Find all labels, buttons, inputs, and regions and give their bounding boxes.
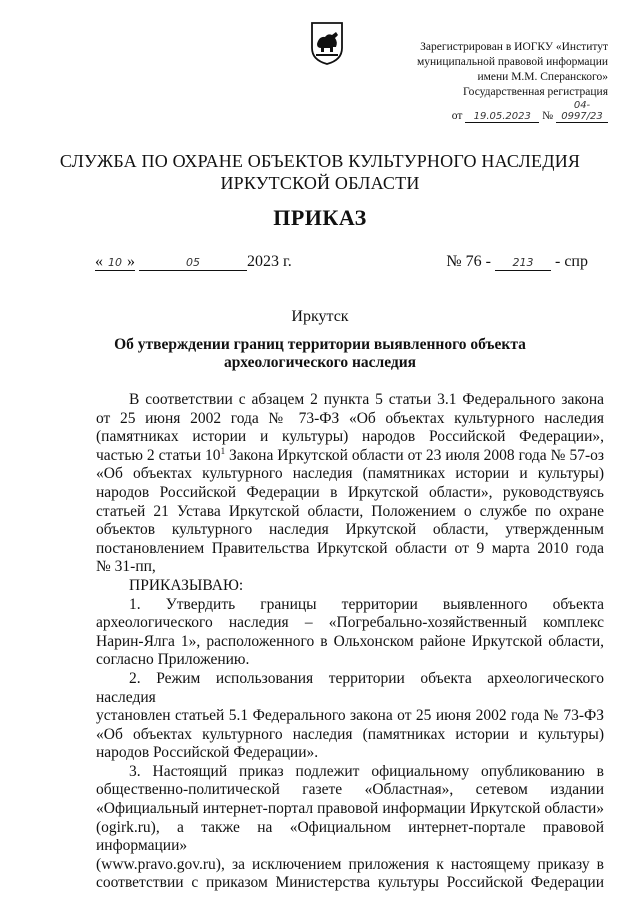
order-date: [95, 253, 292, 271]
registration-line-1: Зарегистрирован в ИОГКУ «Институт: [420, 41, 608, 53]
body-line: «Об объектах культурного наследия (памятниках истории и культуры): [96, 465, 604, 483]
body-line: № 31-пп,: [96, 558, 156, 576]
body-line: «Официальный интернет-портал правовой информации Иркутской области»: [96, 800, 604, 818]
body-line: 3. Настоящий приказ подлежит официальному опубликованию в: [129, 762, 604, 780]
document-type: ПРИКАЗ: [273, 205, 367, 230]
registration-stamp: [388, 40, 608, 124]
body-line-part: Закона Иркутской области от 23 июля 2008 года № 57-оз: [225, 446, 604, 464]
registration-date: 19.05.2023: [465, 111, 539, 123]
subject-line-1: Об утверждении границ территории выявленного объекта: [114, 336, 526, 353]
body-line: (www.pravo.gov.ru), за исключением приложения к настоящему приказу в: [96, 855, 604, 873]
body-line: В соответствии с абзацем 2 пункта 5 статьи 3.1 Федерального закона: [129, 391, 604, 408]
date-year: 2023 г.: [247, 253, 292, 270]
order-number-field: [495, 254, 551, 271]
order-subject: [0, 336, 640, 372]
body-line: установлен статьей 5.1 Федерального закона от 25 июня 2002 года № 73-ФЗ: [96, 707, 604, 725]
order-number: [446, 253, 588, 271]
body-line: объектов культурного наследия Иркутской области, утвержденным: [96, 521, 604, 539]
registration-line-3: имени М.М. Сперанского»: [477, 71, 608, 83]
registration-line-4: Государственная регистрация: [463, 86, 608, 98]
body-line: «Об объектах культурного наследия (памятниках истории и культуры): [96, 725, 604, 743]
body-line: 1. Утвердить границы территории выявленного объекта: [129, 595, 604, 613]
body-line: народов Российской Федерации».: [96, 744, 319, 762]
body-line: соответствии с приказом Министерства культуры Российской Федерации: [96, 874, 604, 892]
body-line-superscript: 1: [220, 445, 226, 456]
registration-from-label: от: [451, 110, 463, 122]
registration-line-2: муниципальной правовой информации: [416, 56, 608, 68]
date-quote-open: «: [95, 253, 103, 270]
body-line: постановлением Правительства Иркутской области от 9 марта 2010 года: [96, 539, 604, 557]
order-number-value: 213: [512, 256, 534, 269]
date-quote-close: »: [127, 253, 135, 270]
order-word: ПРИКАЗЫВАЮ:: [129, 576, 244, 594]
organization-line-2: ИРКУТСКОЙ ОБЛАСТИ: [220, 173, 420, 193]
order-body: [96, 391, 604, 893]
irkutsk-coat-of-arms-icon: [309, 20, 345, 66]
registration-number-line: [388, 100, 608, 124]
body-line: (памятниках истории и культуры) народов Российской Федерации»,: [96, 428, 604, 446]
body-line-part: частью 2 статьи 10: [96, 446, 221, 464]
body-line: статьей 21 Устава Иркутской области, Положением о службе по охране: [96, 502, 604, 520]
body-line: (ogirk.ru), а также на «Официальном интернет-портале правовой информации»: [96, 818, 604, 855]
body-line: 2. Режим использования территории объекта археологического наследия: [96, 669, 604, 706]
date-day: 10: [108, 256, 122, 269]
body-line: Нарин-Ялга 1», расположенного в Ольхонском районе Иркутской области,: [96, 632, 604, 650]
registration-num-label: №: [542, 110, 554, 122]
date-month-field: [139, 254, 247, 271]
date-day-field: [95, 254, 135, 271]
subject-line-2: археологического наследия: [223, 354, 417, 371]
body-line: археологического наследия – «Погребально-хозяйственный комплекс: [96, 614, 604, 632]
order-number-prefix: № 76 -: [446, 253, 491, 270]
organization-line-1: СЛУЖБА ПО ОХРАНЕ ОБЪЕКТОВ КУЛЬТУРНОГО НАСЛЕДИЯ: [59, 151, 581, 171]
body-line: согласно Приложению.: [96, 651, 250, 669]
date-month: 05: [186, 256, 200, 269]
body-line: народов Российской Федерации в Иркутской области», руководствуясь: [96, 483, 604, 501]
body-line: от 25 июня 2002 года № 73-ФЗ «Об объектах культурного наследия: [96, 409, 604, 427]
registration-number: 04-0997/23: [556, 100, 608, 123]
city-name: Иркутск: [291, 308, 349, 325]
body-line: [96, 447, 604, 466]
order-number-suffix: - спр: [555, 253, 588, 270]
organization-name: [0, 150, 640, 194]
body-line: общественно-политической газете «Областная», сетевом издании: [96, 781, 604, 799]
